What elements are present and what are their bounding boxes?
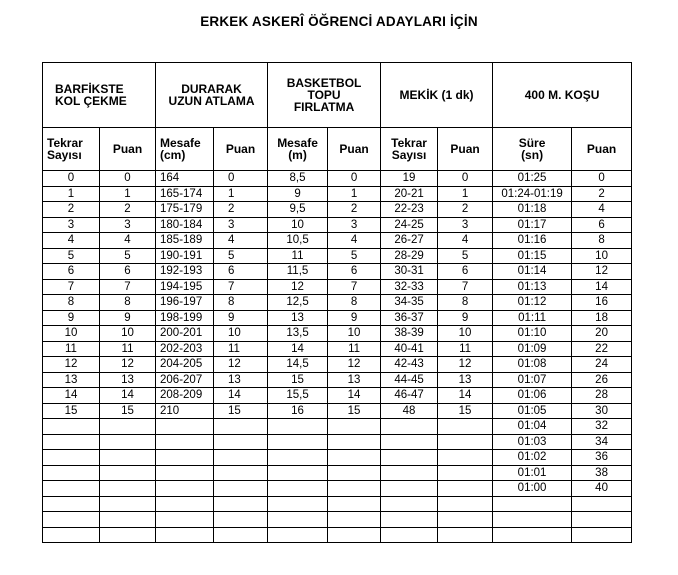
table-cell: 2 [43,202,100,218]
table-cell: 42-43 [381,357,438,373]
table-cell: 5 [100,248,156,264]
table-cell: 15 [268,372,328,388]
table-cell [156,450,214,466]
table-cell: 01:25 [493,171,572,187]
table-cell: 8 [572,233,632,249]
table-cell [214,450,268,466]
table-cell: 8 [43,295,100,311]
table-row [43,465,632,481]
table-cell: 14 [268,341,328,357]
table-row [43,341,632,357]
table-cell: 164 [156,171,214,187]
table-cell: 3 [438,217,493,233]
table-cell [100,450,156,466]
table-cell: 7 [438,279,493,295]
table-cell: 12 [214,357,268,373]
table-row [43,357,632,373]
table-cell: 185-189 [156,233,214,249]
table-cell: 15,5 [268,388,328,404]
table-cell: 38-39 [381,326,438,342]
table-cell: 0 [100,171,156,187]
table-cell: 4 [328,233,381,249]
table-cell [328,419,381,435]
table-cell: 206-207 [156,372,214,388]
table-cell: 01:18 [493,202,572,218]
table-cell [493,512,572,528]
table-cell: 9 [214,310,268,326]
table-row [43,512,632,528]
sub-header-cell: Puan [438,128,493,171]
table-cell: 13 [100,372,156,388]
table-cell [43,496,100,512]
table-cell [43,512,100,528]
table-row [43,233,632,249]
table-row [43,171,632,187]
table-cell [100,481,156,497]
table-cell: 13 [438,372,493,388]
table-cell: 01:06 [493,388,572,404]
table-cell: 01:17 [493,217,572,233]
table-cell: 38 [572,465,632,481]
score-table [42,62,632,543]
table-cell: 40-41 [381,341,438,357]
page-title: ERKEK ASKERÎ ÖĞRENCİ ADAYLARI İÇİN [200,14,478,29]
table-cell: 6 [100,264,156,280]
table-cell: 9 [43,310,100,326]
table-cell: 16 [572,295,632,311]
table-cell: 20-21 [381,186,438,202]
table-cell [214,527,268,543]
table-cell: 14 [43,388,100,404]
table-row [43,248,632,264]
table-row [43,295,632,311]
table-cell: 10 [214,326,268,342]
table-cell [214,419,268,435]
table-cell: 13 [214,372,268,388]
table-cell [438,512,493,528]
table-cell [100,434,156,450]
table-cell: 210 [156,403,214,419]
table-cell [156,465,214,481]
table-cell: 01:04 [493,419,572,435]
table-cell: 10 [100,326,156,342]
table-cell [328,450,381,466]
group-header-long-jump: DURARAK UZUN ATLAMA [156,63,268,128]
table-row [43,186,632,202]
table-cell: 01:08 [493,357,572,373]
table-cell [572,527,632,543]
sub-header-cell: Puan [572,128,632,171]
table-cell: 192-193 [156,264,214,280]
table-cell: 6 [214,264,268,280]
table-cell [493,496,572,512]
table-cell [268,496,328,512]
table-cell: 7 [328,279,381,295]
table-cell [438,450,493,466]
sub-header-cell: Puan [214,128,268,171]
table-row [43,217,632,233]
table-row [43,527,632,543]
table-cell: 12 [100,357,156,373]
table-cell: 14 [572,279,632,295]
table-cell: 0 [43,171,100,187]
table-cell: 01:00 [493,481,572,497]
table-cell: 13 [43,372,100,388]
table-cell [268,527,328,543]
table-cell: 12,5 [268,295,328,311]
table-cell: 196-197 [156,295,214,311]
table-cell [572,496,632,512]
table-cell: 6 [438,264,493,280]
table-cell: 01:02 [493,450,572,466]
table-cell [43,465,100,481]
table-cell: 4 [100,233,156,249]
table-cell: 7 [214,279,268,295]
table-cell [381,419,438,435]
table-cell: 4 [43,233,100,249]
table-row [43,310,632,326]
table-cell [381,465,438,481]
table-cell: 01:11 [493,310,572,326]
group-header-basketball-throw: BASKETBOL TOPU FIRLATMA [268,63,381,128]
table-cell [43,434,100,450]
table-row [43,279,632,295]
table-cell: 36 [572,450,632,466]
table-cell: 2 [100,202,156,218]
table-cell [328,527,381,543]
sub-header-cell: Puan [328,128,381,171]
sub-header-cell: Tekrar Sayısı [381,128,438,171]
table-cell: 15 [328,403,381,419]
table-cell: 11 [214,341,268,357]
table-cell: 11 [100,341,156,357]
table-cell: 2 [438,202,493,218]
table-cell: 2 [328,202,381,218]
table-cell: 1 [328,186,381,202]
table-cell [572,512,632,528]
table-cell: 13,5 [268,326,328,342]
table-cell: 6 [328,264,381,280]
table-cell: 11 [268,248,328,264]
table-cell: 8,5 [268,171,328,187]
table-cell [438,527,493,543]
table-cell [438,465,493,481]
table-cell: 8 [100,295,156,311]
table-cell: 01:12 [493,295,572,311]
table-cell: 34-35 [381,295,438,311]
table-cell: 12 [43,357,100,373]
table-cell: 5 [328,248,381,264]
table-cell: 20 [572,326,632,342]
table-cell: 9 [268,186,328,202]
table-cell: 0 [572,171,632,187]
table-cell: 22 [572,341,632,357]
table-cell: 7 [100,279,156,295]
table-cell: 14 [100,388,156,404]
table-cell: 15 [100,403,156,419]
table-cell [156,419,214,435]
sub-header-row [43,128,632,171]
table-cell [268,419,328,435]
table-cell [381,512,438,528]
table-cell [214,434,268,450]
table-cell: 34 [572,434,632,450]
table-cell [268,450,328,466]
table-cell [438,434,493,450]
table-cell: 9,5 [268,202,328,218]
table-cell: 22-23 [381,202,438,218]
table-cell: 30-31 [381,264,438,280]
table-row [43,450,632,466]
table-cell: 1 [43,186,100,202]
table-cell [156,512,214,528]
table-cell [100,527,156,543]
table-cell [328,465,381,481]
table-cell: 3 [100,217,156,233]
table-cell [268,465,328,481]
table-cell [381,481,438,497]
table-cell: 18 [572,310,632,326]
sub-header-cell: Süre (sn) [493,128,572,171]
table-cell: 9 [438,310,493,326]
table-cell: 15 [43,403,100,419]
table-cell: 01:16 [493,233,572,249]
table-cell: 40 [572,481,632,497]
table-cell: 5 [214,248,268,264]
table-cell [214,512,268,528]
table-cell: 32 [572,419,632,435]
table-cell: 28-29 [381,248,438,264]
table-cell [381,527,438,543]
table-cell: 175-179 [156,202,214,218]
table-cell: 01:14 [493,264,572,280]
table-cell: 30 [572,403,632,419]
table-cell: 48 [381,403,438,419]
table-cell: 01:10 [493,326,572,342]
table-cell [493,527,572,543]
table-row [43,434,632,450]
group-header-row [43,63,632,128]
table-cell: 194-195 [156,279,214,295]
table-cell: 7 [43,279,100,295]
table-cell [438,419,493,435]
table-cell [100,419,156,435]
table-cell: 01:24-01:19 [493,186,572,202]
table-cell: 190-191 [156,248,214,264]
sub-header-cell: Mesafe (cm) [156,128,214,171]
table-cell: 32-33 [381,279,438,295]
table-cell: 12 [328,357,381,373]
table-cell [328,496,381,512]
table-cell [381,450,438,466]
table-cell: 28 [572,388,632,404]
table-cell [100,512,156,528]
table-cell: 14,5 [268,357,328,373]
table-cell: 01:05 [493,403,572,419]
table-cell [156,481,214,497]
table-cell: 11 [43,341,100,357]
table-cell: 4 [214,233,268,249]
table-row [43,388,632,404]
table-cell: 198-199 [156,310,214,326]
table-cell [156,496,214,512]
table-cell: 10 [268,217,328,233]
table-cell: 12 [572,264,632,280]
table-row [43,481,632,497]
table-cell [438,496,493,512]
table-row [43,372,632,388]
table-cell [43,419,100,435]
table-cell: 2 [572,186,632,202]
table-cell: 180-184 [156,217,214,233]
table-cell: 202-203 [156,341,214,357]
table-cell [328,481,381,497]
table-cell: 46-47 [381,388,438,404]
table-cell: 01:07 [493,372,572,388]
table-row [43,326,632,342]
table-cell [381,434,438,450]
table-cell: 4 [438,233,493,249]
table-cell: 3 [43,217,100,233]
sub-header-cell: Tekrar Sayısı [43,128,100,171]
table-cell: 204-205 [156,357,214,373]
table-cell [328,512,381,528]
table-cell [43,527,100,543]
group-header-situps: MEKİK (1 dk) [381,63,493,128]
table-cell: 6 [572,217,632,233]
table-cell: 15 [214,403,268,419]
table-cell [214,465,268,481]
table-cell: 26-27 [381,233,438,249]
table-row [43,496,632,512]
table-cell: 1 [100,186,156,202]
table-cell [268,512,328,528]
table-cell [268,434,328,450]
table-cell [156,527,214,543]
table-cell [214,481,268,497]
table-cell [268,481,328,497]
table-cell: 14 [328,388,381,404]
table-cell: 16 [268,403,328,419]
table-cell: 15 [438,403,493,419]
table-cell: 12 [268,279,328,295]
table-cell: 13 [328,372,381,388]
table-cell: 3 [328,217,381,233]
table-cell: 1 [438,186,493,202]
table-cell: 3 [214,217,268,233]
table-cell: 19 [381,171,438,187]
table-row [43,264,632,280]
table-cell: 01:01 [493,465,572,481]
table-cell: 9 [328,310,381,326]
table-cell: 11 [438,341,493,357]
table-cell: 0 [214,171,268,187]
table-cell: 6 [43,264,100,280]
table-cell: 12 [438,357,493,373]
group-header-400m-run: 400 M. KOŞU [493,63,632,128]
table-cell: 24 [572,357,632,373]
group-header-pullups: BARFİKSTE KOL ÇEKME [43,63,156,128]
table-cell: 208-209 [156,388,214,404]
table-cell: 1 [214,186,268,202]
table-cell: 10 [328,326,381,342]
table-cell: 01:15 [493,248,572,264]
table-cell: 200-201 [156,326,214,342]
table-row [43,403,632,419]
table-cell [43,481,100,497]
table-cell [381,496,438,512]
sub-header-cell: Puan [100,128,156,171]
table-cell [156,434,214,450]
table-cell: 44-45 [381,372,438,388]
table-cell: 5 [43,248,100,264]
table-cell: 165-174 [156,186,214,202]
table-cell [438,481,493,497]
table-cell: 14 [438,388,493,404]
table-cell: 14 [214,388,268,404]
table-cell: 11,5 [268,264,328,280]
table-cell: 24-25 [381,217,438,233]
table-cell: 13 [268,310,328,326]
table-cell: 36-37 [381,310,438,326]
table-cell [214,496,268,512]
table-row [43,202,632,218]
table-cell: 26 [572,372,632,388]
table-cell: 8 [214,295,268,311]
table-cell: 10 [572,248,632,264]
table-cell [328,434,381,450]
table-cell: 5 [438,248,493,264]
table-cell: 9 [100,310,156,326]
table-cell: 8 [328,295,381,311]
table-cell: 8 [438,295,493,311]
table-row [43,419,632,435]
table-cell: 01:03 [493,434,572,450]
table-cell: 11 [328,341,381,357]
table-body [43,171,632,543]
table-cell: 0 [328,171,381,187]
table-cell: 4 [572,202,632,218]
table-cell: 10 [438,326,493,342]
sub-header-cell: Mesafe (m) [268,128,328,171]
table-cell [100,496,156,512]
table-cell [100,465,156,481]
table-cell: 0 [438,171,493,187]
table-cell: 01:09 [493,341,572,357]
table-cell: 2 [214,202,268,218]
table-cell: 01:13 [493,279,572,295]
table-cell: 10 [43,326,100,342]
table-cell [43,450,100,466]
table-cell: 10,5 [268,233,328,249]
